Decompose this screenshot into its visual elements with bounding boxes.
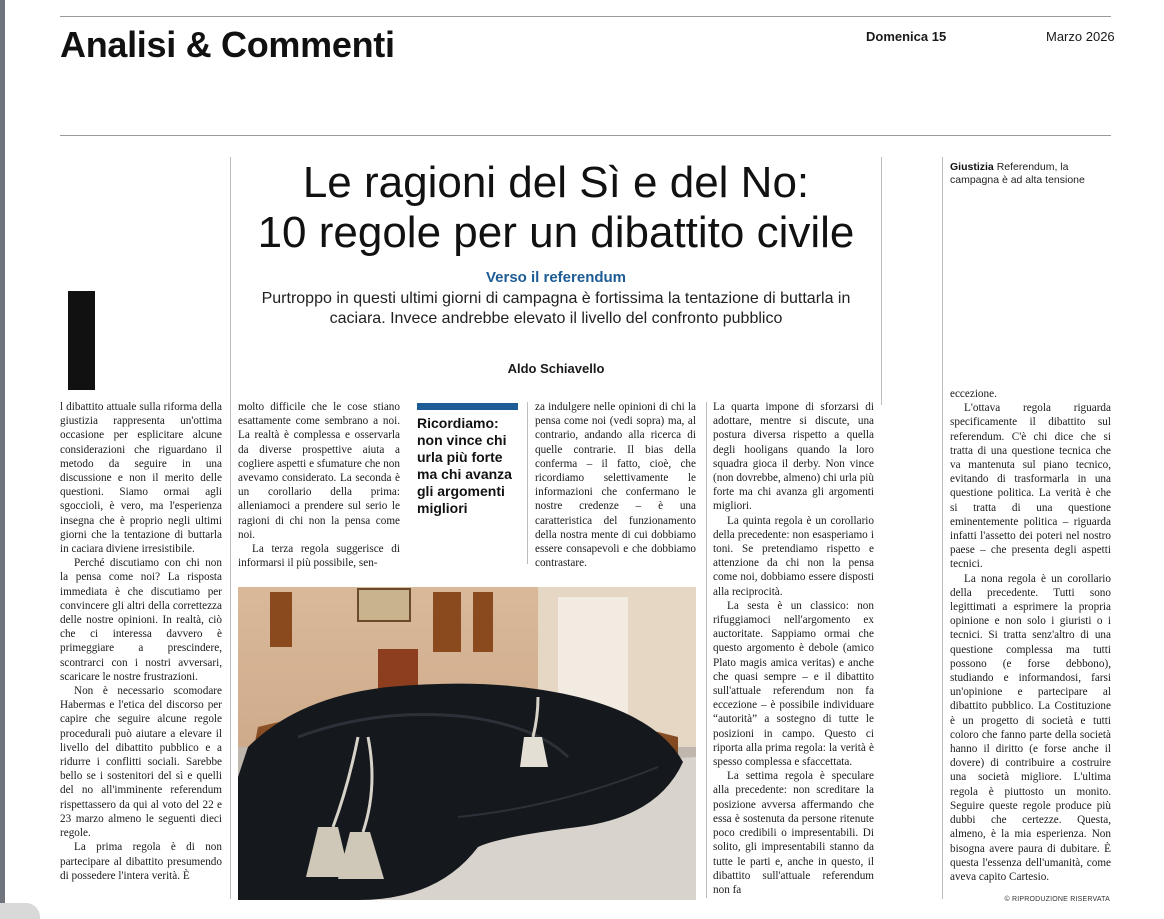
paragraph: eccezione. (950, 388, 997, 400)
rights-notice: © RIPRODUZIONE RISERVATA (1004, 896, 1110, 903)
column-divider (942, 157, 943, 899)
paragraph: Non è necessario scomodare Habermas e l'etica del discorso per capire che seguire alcune regole procedurali può aiutare a elevare il livello del dibattito pubblico e a ridurre i conflitti sociali. Sarebbe bello se i sostenitori del sì e quelli del no all'imminente referendum rispettassero da qui al voto del 22 e 23 marzo almeno le seguenti dieci regole. (60, 685, 222, 840)
paragraph: La quinta regola è un corollario della precedente: non esasperiamo i toni. Se pretendiamo rispetto e attenzione da chi non la pensa come noi, dobbiamo essere disposti alla reciprocità. (713, 514, 874, 598)
column-divider (527, 402, 528, 564)
pull-quote: Ricordiamo: non vince chi urla più forte ma chi avanza gli argomenti migliori (417, 415, 512, 516)
paragraph: l dibattito attuale sulla riforma della giustizia rappresenta un'ottima occasione per esplicitare alcune considerazioni che riguardano il metodo da seguire in una discussione e non il merito delle questioni. Siamo ormai agli sgoccioli, è vero, ma l'esperienza insegna che è proprio negli ultimi giorni che la tentazione di buttarla in caciara diviene irresistibile. (60, 401, 222, 556)
paragraph: La settima regola è speculare alla precedente: non screditare la posizione avversa affermando che essa è sostenuta da persone ritenute poco credibili o impresentabili. Di solito, gli impresentabili stanno da tutte le parti e, anche in questo, il dibattito sull'attuale referendum non fa (713, 770, 874, 896)
text-column-2 (238, 400, 400, 570)
pull-quote-bar (417, 403, 518, 410)
column-divider (706, 402, 707, 898)
article-photo (238, 587, 696, 900)
photo-caption (950, 161, 1110, 187)
caption-label: Giustizia (950, 161, 994, 173)
paragraph: La sesta è un classico: non rifuggiamoci nell'argomento ex auctoritate. Sappiamo ormai che questo argomento è debole (amico Plato magis amica veritas) e anche che quasi sempre – e il dibattito sull'attuale referendum non fa eccezione – è possibile individuare “autorità” a sostegno di tutte le posizioni in campo. Questo ci riporta alla prima regola: la verità è spesso complessa e sfaccettata. (713, 599, 874, 769)
paragraph: molto difficile che le cose stiano esattamente come sembrano a noi. La realtà è complessa e osservarla da diverse prospettive aiuta a cogliere aspetti e sfumature che non avevamo considerato. La seconda è un corollario della prima: alleniamoci a prendere sul serio le ragioni di chi non la pensa come noi. (238, 401, 400, 541)
paragraph: La prima regola è di non partecipare al dibattito presumendo di possedere l'intera verità. È (60, 841, 222, 882)
column-divider (230, 157, 231, 899)
section-title: Analisi & Commenti (60, 24, 395, 65)
courtroom-gown-image (238, 587, 696, 900)
text-column-1 (60, 400, 222, 883)
author-byline: Aldo Schiavello (507, 361, 605, 376)
paragraph: La terza regola suggerisce di informarsi il più possibile, sen- (238, 543, 400, 570)
headline-line-2: 10 regole per un dibattito civile (257, 208, 855, 257)
text-column-5 (950, 387, 1111, 884)
top-rule (60, 16, 1111, 17)
text-column-4 (713, 400, 874, 897)
issue-month: Marzo 2026 (1046, 29, 1115, 44)
text-column-3 (535, 400, 696, 570)
headline-line-1: Le ragioni del Sì e del No: (302, 158, 810, 207)
page-edge (0, 0, 5, 919)
paragraph: La quarta impone di sforzarsi di adottare, mentre si discute, una postura diversa rispetto a quella degli hooligans quando la loro squadra gioca il derby. Non vince (non dovrebbe, almeno) chi urla più forte ma chi avanza gli argomenti migliori. (713, 401, 874, 513)
paragraph: za indulgere nelle opinioni di chi la pensa come noi (vedi sopra) ma, al contrario, andando alla ricerca di quelle contrarie. Il bias della conferma – il fatto, cioè, che ricordiamo selettivamente le informazioni che confermano le nostre credenze – è una caratteristica del funzionamento della nostra mente di cui dobbiamo essere consapevoli e che dobbiamo contrastare. (535, 401, 696, 570)
header-rule (60, 135, 1111, 136)
caption-text: Referendum, la campagna è ad alta tensione (950, 161, 1085, 186)
issue-day: Domenica 15 (866, 29, 947, 44)
column-divider (881, 157, 882, 405)
kicker: Verso il referendum (485, 269, 627, 286)
drop-cap (68, 291, 95, 390)
paragraph: L'ottava regola riguarda specificamente il dibattito sul referendum. C'è chi dice che si tratta di una questione tecnica che va mantenuta sul piano tecnico, evitando di trasformarla in una questione politica. La verità è che si tratta di una questione eminentemente politica – riguarda infatti l'assetto dei poteri nel nostro paese – che presenta degli aspetti tecnici. (950, 402, 1111, 571)
page-corner (0, 903, 40, 919)
paragraph: La nona regola è un corollario della precedente. Tutti sono legittimati a esprimere la propria opinione e non solo i giuristi o i tecnici. Si tratta senz'altro di una questione complessa ma tutti possono (e forse debbono), studiando e informandosi, farsi un'opinione e partecipare al dibattito pubblico. La Costituzione è un progetto di società e tutti coloro che fanno parte della società hanno il diritto (e forse anche il dovere) di contribuire a costruire una società migliore. L'ultima regola è piuttosto un monito. Seguire queste regole produce più dubbi che certezze. Questa, almeno, è la mia esperienza. Non bisogna avere paura di dubitare. È questa l'essenza dell'umanità, come aveva capito Cartesio. (950, 572, 1111, 883)
headline (232, 158, 880, 258)
paragraph: Perché discutiamo con chi non la pensa come noi? La risposta immediata è che discutiamo per convincere gli altri della correttezza delle nostre opinioni. In realtà, ciò che ci interessa davvero è primeggiare a prescindere, scontrarci con i nostri avversari, scaricare le nostre frustrazioni. (60, 557, 222, 683)
summary: Purtroppo in questi ultimi giorni di campagna è fortissima la tentazione di buttarla in caciara. Invece andrebbe elevato il livello del confronto pubblico (261, 290, 851, 327)
